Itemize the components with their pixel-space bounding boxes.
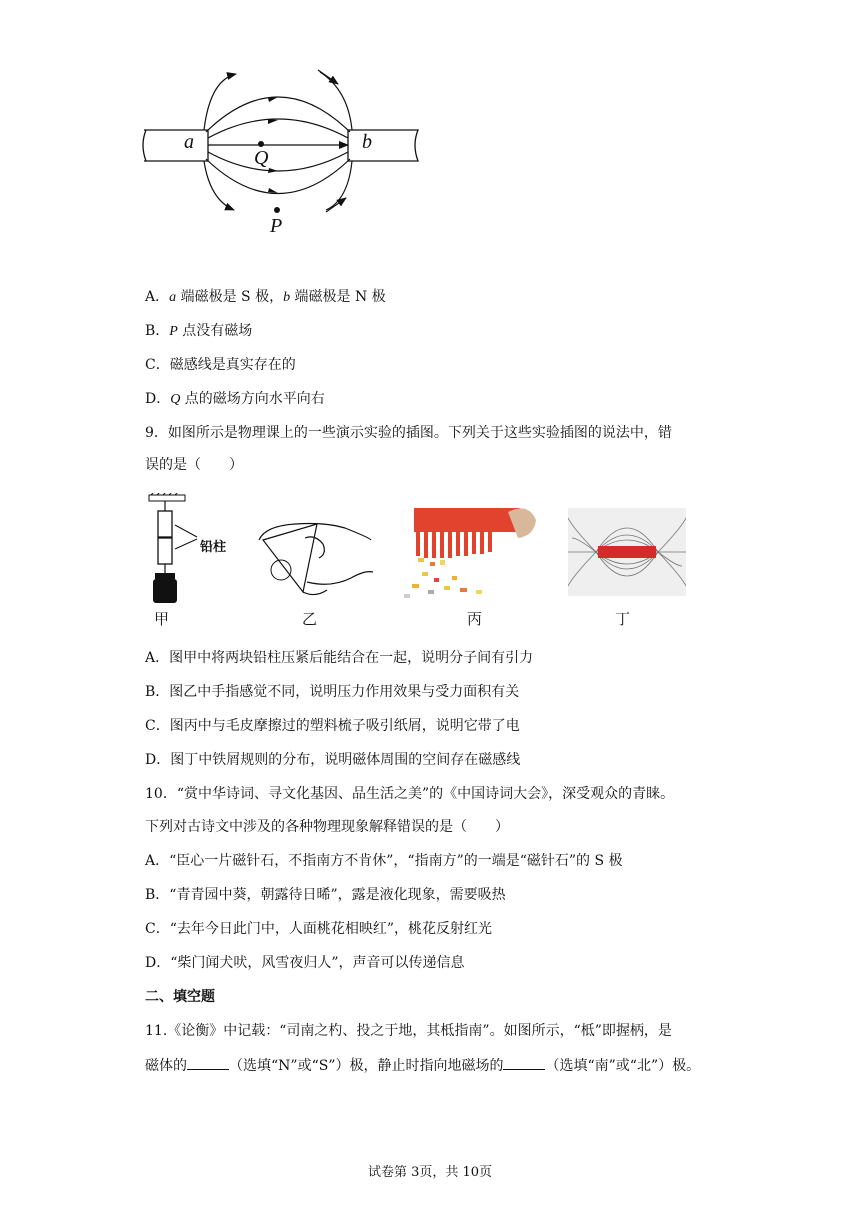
caption-jia: 甲	[154, 610, 170, 628]
q9-option-b: B．图乙中手指感觉不同，说明压力作用效果与受力面积有关	[145, 684, 520, 700]
figure-iron-filings	[568, 508, 686, 596]
caption-bing: 丙	[467, 610, 483, 628]
field-lines	[204, 72, 355, 210]
q10-option-c: C．“去年今日此门中，人面桃花相映红”，桃花反射红光	[145, 921, 493, 937]
q8-option-c: C．磁感线是真实存在的	[145, 357, 296, 373]
label-a: a	[184, 131, 194, 153]
section-fill-in-title: 二、填空题	[145, 989, 215, 1005]
q9-option-c: C．图丙中与毛皮摩擦过的塑料梳子吸引纸屑，说明它带了电	[145, 718, 520, 734]
figure-comb-paper	[400, 502, 540, 602]
magnet-b	[348, 130, 418, 161]
q10-option-d: D．“柴门闻犬吠，风雪夜归人”，声音可以传递信息	[145, 955, 465, 971]
q9-stem-line1: 9．如图所示是物理课上的一些演示实验的插图。下列关于这些实验插图的说法中，错	[145, 425, 672, 441]
q11-blank-1[interactable]	[187, 1055, 229, 1070]
label-b: b	[362, 131, 372, 153]
caption-ding: 丁	[615, 610, 631, 628]
q10-option-b: B．“青青园中葵，朝露待日晞”，露是液化现象，需要吸热	[145, 887, 506, 903]
q10-stem-line2: 下列对古诗文中涉及的各种物理现象解释错误的是（ ）	[145, 819, 509, 835]
q10-stem-line1: 10．“赏中华诗词、寻文化基因、品生活之美”的《中国诗词大会》，深受观众的青睐。	[145, 786, 675, 802]
figure-triangle-fingers	[255, 518, 375, 608]
q10-option-a: A．“臣心一片磁针石，不指南方不肯休”，“指南方”的一端是“磁针石”的 S 极	[145, 853, 623, 869]
q11-line1: 11.《论衡》中记载：“司南之杓、投之于地，其柢指南”。如图所示，“柢”即握柄，是	[145, 1023, 672, 1039]
label-lead-cylinder: 铅柱	[200, 540, 227, 555]
q8-option-d: D．Q 点的磁场方向水平向右	[145, 391, 325, 407]
q9-option-d: D．图丁中铁屑规则的分布，说明磁体周围的空间存在磁感线	[145, 752, 521, 768]
label-p: P	[270, 215, 283, 237]
q8-option-a: A．a 端磁极是 S 极，b 端磁极是 N 极	[145, 289, 386, 305]
label-q: Q	[254, 147, 269, 169]
point-p	[274, 207, 280, 213]
magnet-a	[143, 130, 208, 161]
q8-option-b: B．P 点没有磁场	[145, 323, 253, 339]
caption-yi: 乙	[302, 610, 318, 628]
q11-blank-2[interactable]	[503, 1055, 545, 1070]
page-footer: 试卷第 3页，共 10页	[367, 1165, 493, 1180]
q9-option-a: A．图甲中将两块铅柱压紧后能结合在一起，说明分子间有引力	[145, 650, 534, 666]
q11-line2: 磁体的 （选填“N”或“S”）极，静止时指向地磁场的 （选填“南”或“北”）极。	[145, 1055, 700, 1076]
q9-stem-line2: 误的是（ ）	[145, 457, 243, 473]
